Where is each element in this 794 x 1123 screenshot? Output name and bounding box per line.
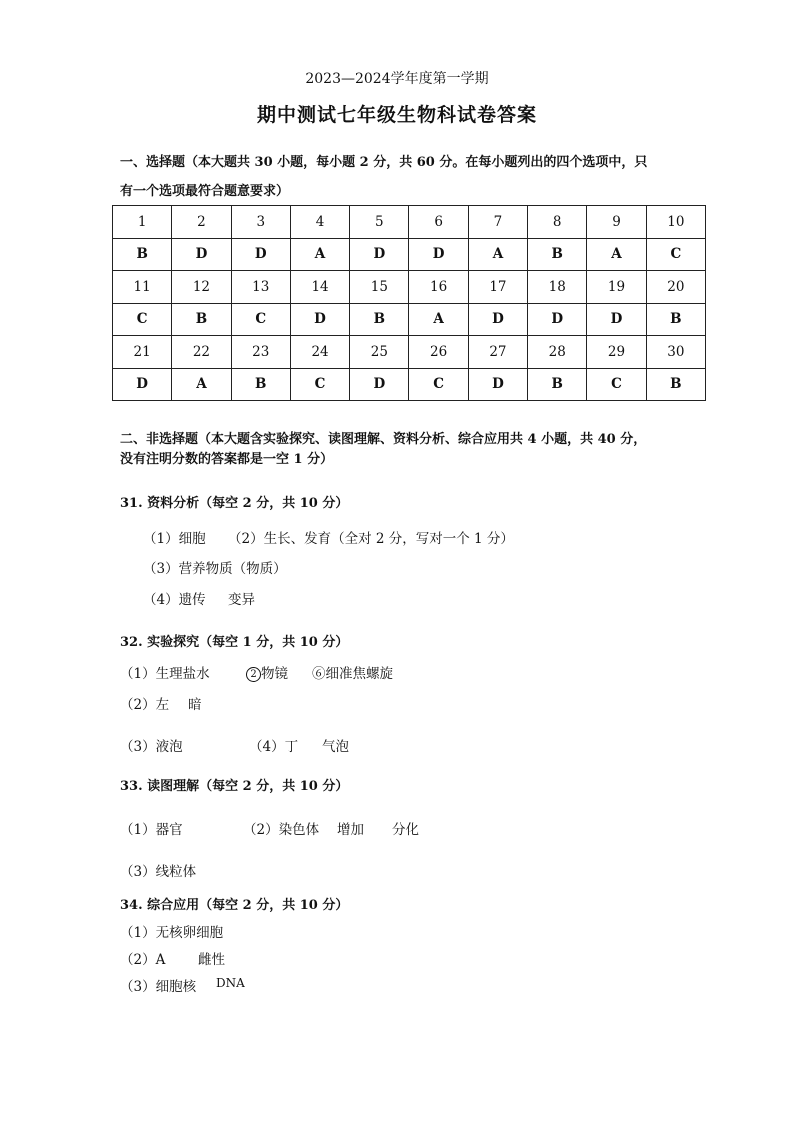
circled-number: 2 xyxy=(246,667,261,682)
question-number-cell: 1 xyxy=(113,206,172,239)
answer-cell: D xyxy=(587,303,646,336)
q33-answer-3: （3）线粒体 xyxy=(120,864,197,880)
q32-answer-1b-text: 物镜 xyxy=(261,666,288,682)
answer-cell: B xyxy=(528,368,587,401)
answer-cell: D xyxy=(528,303,587,336)
q32-answer-2b: 暗 xyxy=(188,697,202,713)
answer-cell: C xyxy=(113,303,172,336)
question-number-cell: 15 xyxy=(350,271,409,304)
section1-heading-line1: 一、选择题（本大题共 30 小题，每小题 2 分，共 60 分。在每小题列出的四个选项中，只 xyxy=(120,155,648,170)
question-number-cell: 7 xyxy=(468,206,527,239)
question-number-cell: 30 xyxy=(646,336,705,369)
answer-cell: D xyxy=(468,368,527,401)
q34-answer-3b: DNA xyxy=(216,976,245,990)
answer-cell: D xyxy=(172,238,231,271)
question-number-cell: 28 xyxy=(528,336,587,369)
q31-heading: 31. 资料分析（每空 2 分，共 10 分） xyxy=(120,496,349,511)
question-number-cell: 26 xyxy=(409,336,468,369)
answer-cell: C xyxy=(646,238,705,271)
question-number-row xyxy=(113,336,706,369)
question-number-cell: 5 xyxy=(350,206,409,239)
question-number-cell: 14 xyxy=(290,271,349,304)
question-number-cell: 13 xyxy=(231,271,290,304)
answer-cell: A xyxy=(290,238,349,271)
q32-answer-3b: （4）丁 xyxy=(249,739,299,755)
answer-cell: D xyxy=(113,368,172,401)
answer-cell: B xyxy=(231,368,290,401)
q34-answer-1: （1）无核卵细胞 xyxy=(120,925,224,941)
answer-cell: A xyxy=(172,368,231,401)
answer-cell: B xyxy=(350,303,409,336)
question-number-cell: 18 xyxy=(528,271,587,304)
page-title: 期中测试七年级生物科试卷答案 xyxy=(256,104,537,126)
answer-cell: C xyxy=(409,368,468,401)
q32-answer-3c: 气泡 xyxy=(322,739,349,755)
answer-cell: A xyxy=(468,238,527,271)
question-number-cell: 11 xyxy=(113,271,172,304)
q34-answer-2b: 雌性 xyxy=(198,952,225,968)
question-number-row xyxy=(113,271,706,304)
q32-answer-1a: （1）生理盐水 xyxy=(120,666,210,682)
answer-row xyxy=(113,368,706,401)
question-number-cell: 22 xyxy=(172,336,231,369)
answer-cell: B xyxy=(528,238,587,271)
question-number-cell: 24 xyxy=(290,336,349,369)
q34-answer-3a: （3）细胞核 xyxy=(120,979,197,995)
q32-heading: 32. 实验探究（每空 1 分，共 10 分） xyxy=(120,635,349,650)
question-number-cell: 17 xyxy=(468,271,527,304)
answer-cell: D xyxy=(350,368,409,401)
answer-cell: B xyxy=(646,368,705,401)
question-number-cell: 6 xyxy=(409,206,468,239)
q31-answer-4b: 变异 xyxy=(228,592,255,608)
answer-table xyxy=(112,205,706,401)
q33-answer-2c: 分化 xyxy=(392,822,419,838)
q34-heading: 34. 综合应用（每空 2 分，共 10 分） xyxy=(120,898,349,913)
q31-answer-1: （1）细胞 xyxy=(143,531,206,547)
q33-answer-2b: 增加 xyxy=(337,822,364,838)
answer-cell: B xyxy=(646,303,705,336)
question-number-row xyxy=(113,206,706,239)
answer-cell: C xyxy=(231,303,290,336)
question-number-cell: 27 xyxy=(468,336,527,369)
answer-cell: A xyxy=(587,238,646,271)
q33-heading: 33. 读图理解（每空 2 分，共 10 分） xyxy=(120,779,349,794)
question-number-cell: 19 xyxy=(587,271,646,304)
q32-answer-1b xyxy=(246,662,288,682)
answer-cell: D xyxy=(290,303,349,336)
q31-answer-3: （3）营养物质（物质） xyxy=(143,561,287,577)
question-number-cell: 25 xyxy=(350,336,409,369)
question-number-cell: 3 xyxy=(231,206,290,239)
q31-answer-2: （2）生长、发育（全对 2 分，写对一个 1 分） xyxy=(228,531,514,547)
exam-term: 2023—2024学年度第一学期 xyxy=(305,71,489,87)
answer-cell: C xyxy=(290,368,349,401)
answer-cell: A xyxy=(409,303,468,336)
question-number-cell: 21 xyxy=(113,336,172,369)
question-number-cell: 2 xyxy=(172,206,231,239)
question-number-cell: 9 xyxy=(587,206,646,239)
question-number-cell: 4 xyxy=(290,206,349,239)
section2-heading-line1: 二、非选择题（本大题含实验探究、读图理解、资料分析、综合应用共 4 小题，共 40 分， xyxy=(120,432,647,447)
q32-answer-2a: （2）左 xyxy=(120,697,170,713)
q31-answer-4a: （4）遗传 xyxy=(143,592,206,608)
question-number-cell: 23 xyxy=(231,336,290,369)
answer-cell: D xyxy=(231,238,290,271)
answer-cell: D xyxy=(468,303,527,336)
answer-cell: C xyxy=(587,368,646,401)
answer-cell: B xyxy=(172,303,231,336)
q32-answer-1c: ⑥细准焦螺旋 xyxy=(312,666,393,682)
answer-row xyxy=(113,303,706,336)
q34-answer-2a: （2）A xyxy=(120,952,166,968)
question-number-cell: 16 xyxy=(409,271,468,304)
answer-cell: D xyxy=(350,238,409,271)
question-number-cell: 29 xyxy=(587,336,646,369)
answer-row xyxy=(113,238,706,271)
question-number-cell: 20 xyxy=(646,271,705,304)
q33-answer-1: （1）器官 xyxy=(120,822,183,838)
question-number-cell: 8 xyxy=(528,206,587,239)
question-number-cell: 12 xyxy=(172,271,231,304)
answer-cell: D xyxy=(409,238,468,271)
question-number-cell: 10 xyxy=(646,206,705,239)
answer-cell: B xyxy=(113,238,172,271)
q33-answer-2a: （2）染色体 xyxy=(243,822,320,838)
q32-answer-3a: （3）液泡 xyxy=(120,739,183,755)
section2-heading-line2: 没有注明分数的答案都是一空 1 分） xyxy=(120,452,334,467)
section1-heading-line2: 有一个选项最符合题意要求） xyxy=(120,184,290,199)
